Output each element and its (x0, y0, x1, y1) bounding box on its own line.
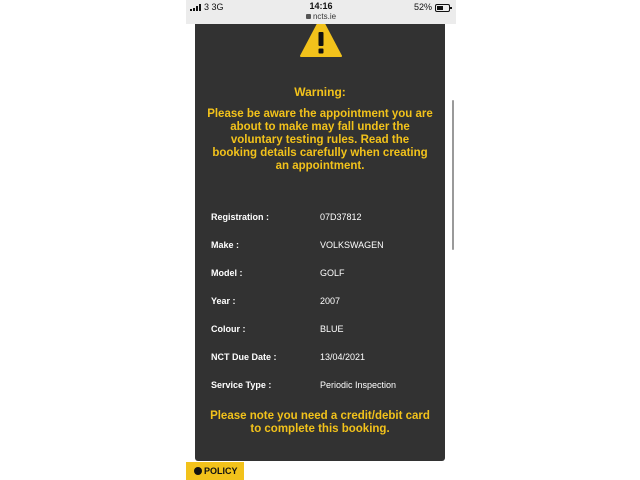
detail-row-make (211, 240, 431, 268)
detail-label: Make : (211, 240, 240, 250)
warning-panel (195, 24, 445, 461)
detail-row-service-type (211, 380, 431, 408)
lock-icon (306, 14, 311, 19)
booking-details (211, 212, 431, 408)
detail-label: Year : (211, 296, 236, 306)
address-bar[interactable] (186, 12, 456, 21)
detail-label: Colour : (211, 324, 246, 334)
url-text: ncts.ie (312, 12, 337, 21)
warning-triangle-icon (300, 24, 342, 58)
carrier-label: 3 3G (204, 2, 224, 12)
detail-row-colour (211, 324, 431, 352)
clock: 14:16 (309, 1, 333, 11)
battery-percent: 52% (413, 2, 432, 12)
detail-label: NCT Due Date : (211, 352, 277, 362)
phone-screen (186, 0, 456, 480)
detail-value: 13/04/2021 (320, 352, 366, 362)
detail-label: Registration : (211, 212, 270, 222)
detail-value: 2007 (320, 296, 341, 306)
detail-value: 07D37812 (320, 212, 362, 222)
detail-row-model (211, 268, 431, 296)
battery-icon (435, 4, 450, 12)
detail-value: VOLKSWAGEN (320, 240, 384, 250)
warning-message: Please be aware the appointment you are about to make may fall under the voluntary testing rules. Read the booking details carefully when creating an appointment. (207, 108, 433, 172)
payment-note: Please note you need a credit/debit card to complete this booking. (210, 410, 430, 435)
warning-title: Warning: (294, 85, 346, 99)
detail-row-nct-due-date (211, 352, 431, 380)
cookie-icon (194, 467, 202, 475)
status-bar (186, 0, 456, 24)
detail-value: Periodic Inspection (320, 380, 397, 390)
scrollbar[interactable] (452, 100, 454, 250)
policy-button[interactable] (186, 462, 244, 480)
detail-row-year (211, 296, 431, 324)
detail-row-registration (211, 212, 431, 240)
detail-label: Model : (211, 268, 243, 278)
policy-label: POLICY (204, 466, 238, 476)
detail-value: BLUE (320, 324, 344, 334)
detail-value: GOLF (320, 268, 345, 278)
detail-label: Service Type : (211, 380, 272, 390)
